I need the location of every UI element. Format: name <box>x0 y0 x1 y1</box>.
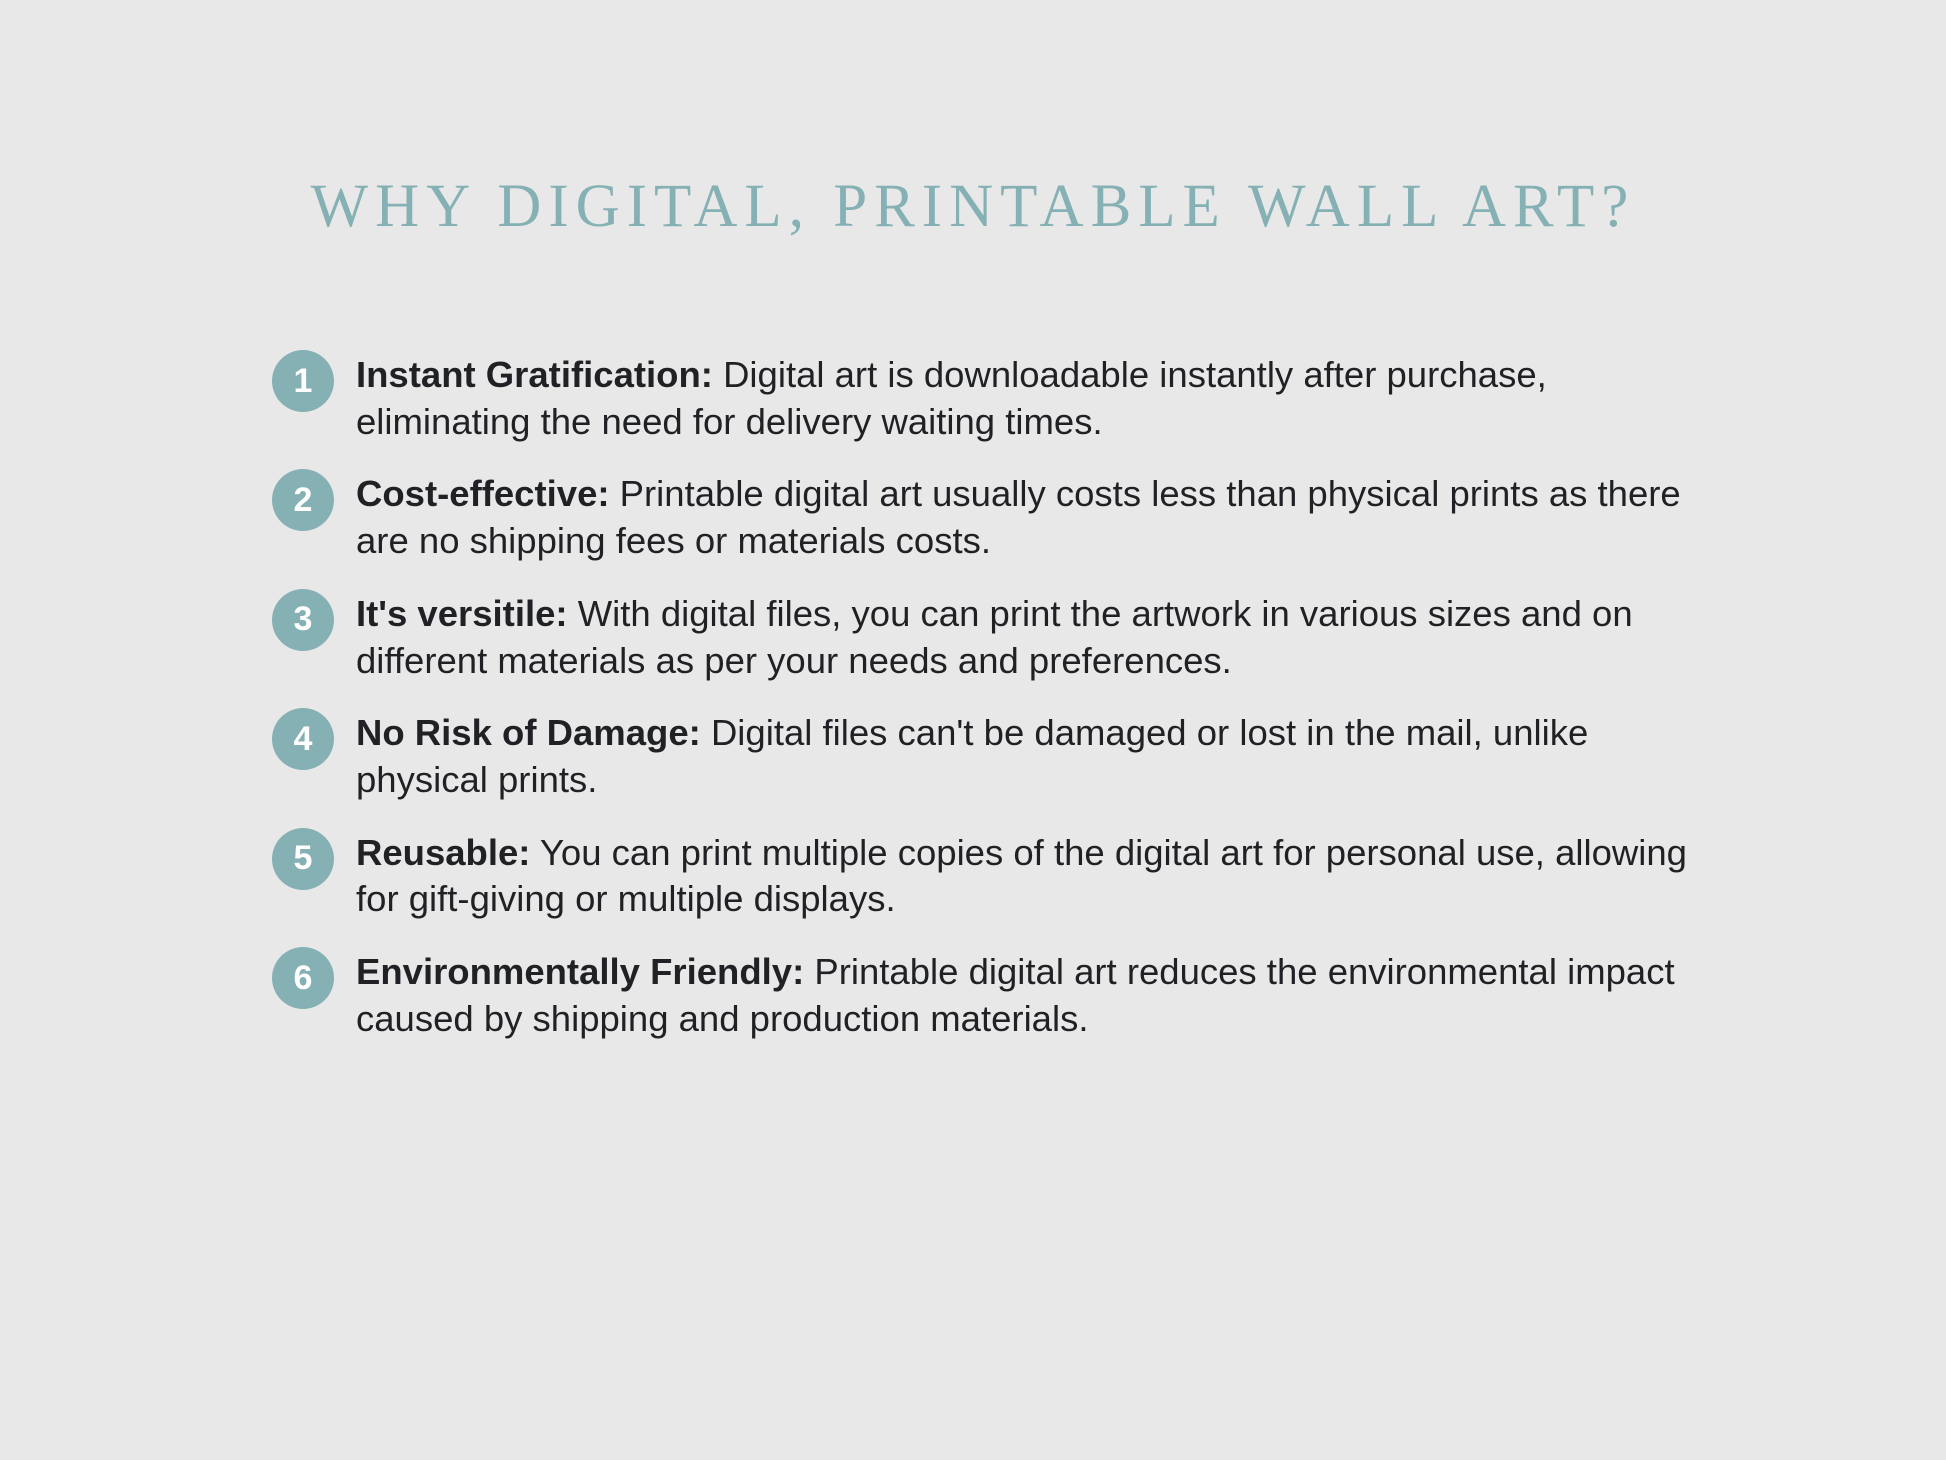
list-item-text <box>356 945 1692 1042</box>
list-item-text <box>356 587 1692 684</box>
list-item-body: You can print multiple copies of the digital art for personal use, allowing for gift-giving or multiple displays. <box>356 831 1687 920</box>
list-item-text <box>356 826 1692 923</box>
list-item-number-badge: 4 <box>272 708 334 770</box>
list-item-body: Printable digital art reduces the environmental impact caused by shipping and production materials. <box>356 951 1675 1039</box>
list-item-number-badge: 6 <box>272 947 334 1009</box>
list-item <box>272 467 1692 564</box>
list-item-number-badge: 5 <box>272 828 334 890</box>
list-item-text <box>356 706 1692 803</box>
list-item-body: With digital files, you can print the artwork in various sizes and on different materials as per your needs and preferences. <box>356 592 1633 681</box>
list-item-lead: Cost-effective: <box>356 473 610 515</box>
list-item-lead: Environmentally Friendly: <box>356 951 805 993</box>
list-item-text <box>356 348 1692 445</box>
list-item-body: Digital files can't be damaged or lost in the mail, unlike physical prints. <box>356 712 1589 801</box>
benefits-list <box>272 348 1692 1065</box>
list-item <box>272 348 1692 445</box>
page-title: WHY DIGITAL, PRINTABLE WALL ART? <box>310 173 1636 240</box>
list-item <box>272 945 1692 1042</box>
list-item-lead: Reusable: <box>356 831 531 873</box>
list-item-lead: No Risk of Damage: <box>356 712 701 754</box>
list-item <box>272 706 1692 803</box>
list-item-body: Printable digital art usually costs less than physical prints as there are no shipping fees or materials costs. <box>356 473 1681 562</box>
list-item-lead: It's versitile: <box>356 592 568 634</box>
list-item-text <box>356 467 1692 564</box>
list-item-number-badge: 3 <box>272 589 334 651</box>
list-item-number-badge: 2 <box>272 469 334 531</box>
list-item <box>272 587 1692 684</box>
list-item-body: Digital art is downloadable instantly after purchase, eliminating the need for delivery waiting times. <box>356 354 1547 442</box>
list-item-lead: Instant Gratification: <box>356 354 713 395</box>
list-item <box>272 826 1692 923</box>
list-item-number-badge: 1 <box>272 350 334 412</box>
